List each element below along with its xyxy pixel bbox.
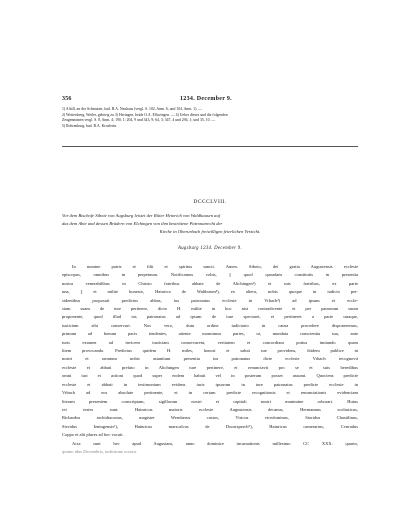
summary-line: Kirche in Oberurbach freiwilligen feierlichen Verzicht. (159, 229, 261, 235)
text-line: proponente, quod illud ius patronatus ad ipsum de iure spectaret, et pertineret a parte utraque, (62, 314, 358, 320)
text-line: rei testes sunt: Hainricus maioris ecclesie Augustensis decanus, Hermannus scolasticus, (62, 406, 358, 412)
dateline: Augsburg 1234. December 9. (178, 246, 242, 251)
separator-rule (62, 146, 358, 147)
text-line: iusticiam sibi conservari. Nos vero, dum ordine iudiciario in causa procedere disponeremus, (62, 322, 358, 328)
text-line: Sivridus Ieningensis¹), Hainricus marscalcus de Duorrsperch⁵), Hainricus camerarius, Cvnradus (62, 423, 358, 429)
summary-line: das dem Abte und dessen Brüdern von Elchingen von ihm bestrittene Patronatrecht der (62, 221, 223, 227)
text-line: iuris examen ad invicem iusticiam conservarent, veritatem et concordiam potius imitando quam (62, 339, 358, 345)
text-line: Vrbach ad eos absolute pertinente, et in certam predicte recognitionis et renunciationis evidenciam (62, 390, 358, 396)
text-line: episcopus, omnibus in perpetuum. Notificamus vobis, || quod quoadam constitutis in presentia (62, 272, 358, 278)
text-line: ecclesie et abbati prefato in Alichingen iure pertinere, et renunciavit pro se et suis heredibus (62, 364, 358, 370)
document-numeral: DCCCLVIII. (193, 199, 227, 205)
text-line: quinto idus Decembris, indictione octava. (62, 448, 137, 454)
text-line: literam presentem conscriptam, sigillorum nostri et capituli nostri munimine roborari. Huius (62, 398, 358, 404)
text-line: nostra venerabilibus in Christo fratribus abbate de Alichingen¹) et suis fratribus, ex parte (62, 280, 358, 286)
summary-line: Vor dem Bischofe Sibote von Augsburg leistet der Ritter Heinrich von Waldhausen auf (62, 213, 221, 218)
document-page (62, 0, 358, 512)
text-line: primum ad bonum pacis tendentes, attente monuimus partes, ut, mundata conscientia sua, ante (62, 331, 358, 337)
text-line: omni iuri et actioni quod super eodem habuit vel in posterum posset assumi. Quociens predicte (62, 373, 358, 379)
text-line: nostri et omnium nobis astantium presentia ius patronatus dicte ecclesie Vrbach recognovit (62, 356, 358, 362)
text-line: litem provocando. Predictus quidem H. miles, honori et saluti sue providens, ibidem publice in (62, 348, 358, 354)
text-line: Richardus archidiaconus, magister Wernherus custos, Viricus vicedominus, Sioridus Chastilinus, (62, 415, 358, 421)
text-line: In nomine patris et filii et spiritus sancti. Amen. Siboto, dei gratia Augustensis ecclesie (72, 264, 358, 269)
running-title: 1234. December 9. (180, 96, 232, 102)
text-line: siam suam de iure pertinere, dicto H. milite in hoc nisi contradicente et per patronum suum (62, 306, 358, 312)
footnote-line: 1) Altöll, an der Schmutter, bad. B.A. Neuhaus (vergl. S. 102, Anm. 6, und 104, Anm. 1). — (62, 107, 203, 111)
footnotes (62, 107, 358, 129)
text-line: Coppo et alii plures ad hoc vocati. (62, 432, 124, 438)
document-summary (62, 212, 358, 237)
text-line: sidentibus proposuit predictus abbas, ius patronatus ecclesie in Vrbach³) ad ipsum et eccle- (62, 297, 358, 303)
text-line: una, || et milite honesto, Hainrico de Walthusen²), ex altera, nobis quoque in iudicio per- (62, 289, 358, 295)
text-line: ecclesie et abbati in testimonium evidens iuris ipsorum in iure patronatus predicte ecclesie in (62, 381, 358, 387)
footnote-line: 5) Rohrenburg, bad. B.A. Krozlerin. (62, 123, 118, 128)
page-number: 356 (62, 96, 72, 102)
charter-text (62, 263, 358, 456)
footnote-line: Zeugennamen vergl. S. 8, Anm. 4; 190, 1; 204, 9 und 343, 9; 64, 3; 347, 4 und 294, 1; und 35, 10. — (62, 118, 216, 123)
text-line: Acta sunt hec apud Augustam, anno dominice incarnationis millesimo CC XXX. quarto, (72, 440, 358, 446)
footnote-line: 2) Weitersberg, Weiler, gehörig zu 3) Heringen, beide O.A. Elhwingen. — 4) Ueber dieses und die folgenden (62, 112, 228, 117)
